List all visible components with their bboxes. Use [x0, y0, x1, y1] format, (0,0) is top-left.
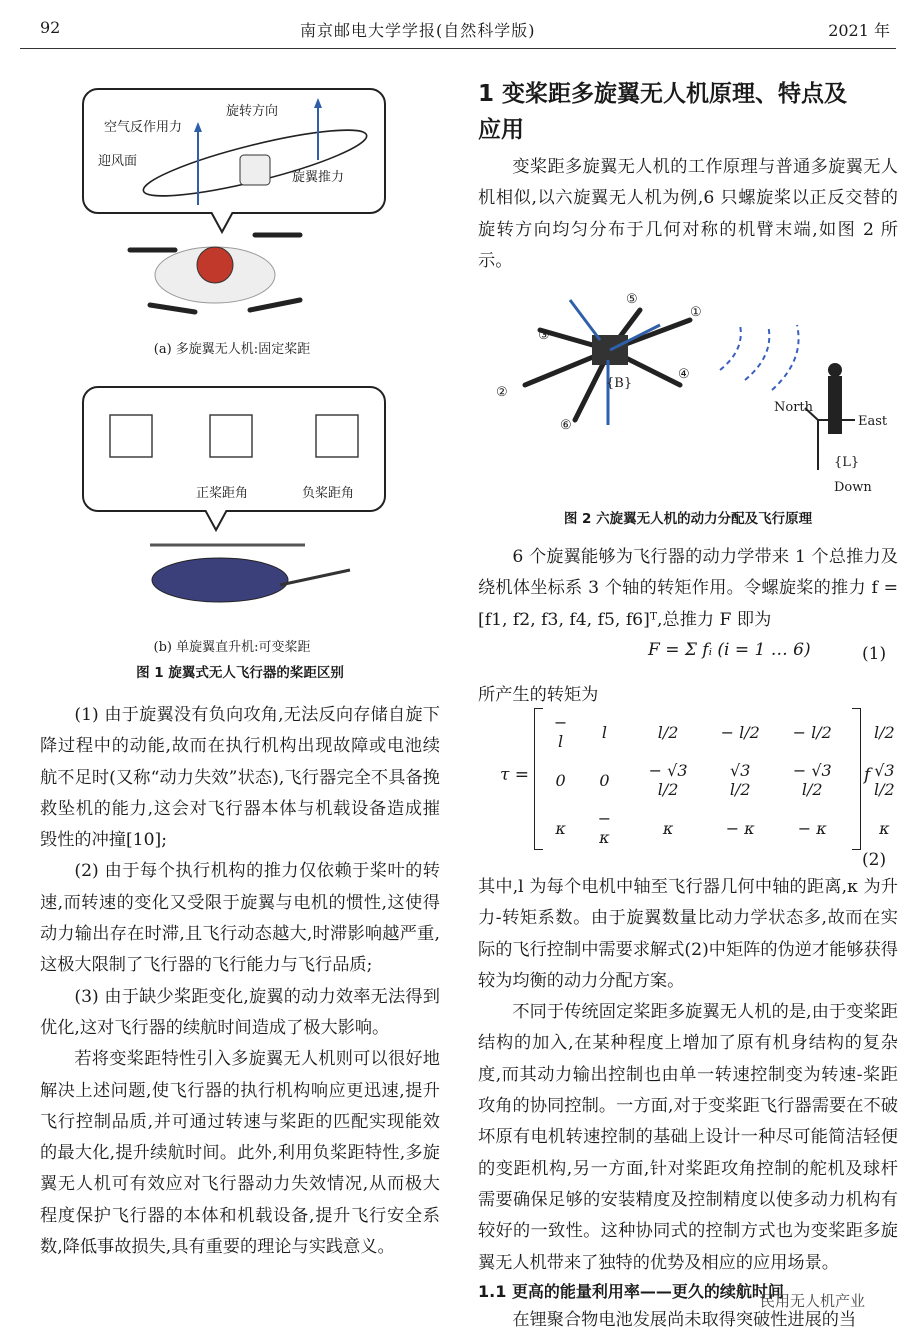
- matrix-cell: l/2: [657, 722, 679, 742]
- matrix-cell: κ: [879, 818, 890, 838]
- matrix-cell: − √3 l/2: [792, 761, 832, 799]
- fig2-frame-L-label: {L}: [834, 455, 860, 470]
- fig2-rotor-label: ①: [690, 305, 702, 320]
- fig2-east-label: East: [858, 414, 888, 429]
- fig1b-caption: (b) 单旋翼直升机:可变桨距: [153, 640, 311, 655]
- torque-intro: 所产生的转矩为: [478, 685, 599, 705]
- matrix-cell: − l/2: [792, 722, 832, 742]
- year: 2021 年: [828, 21, 890, 40]
- equation-2-number: (2): [862, 850, 887, 870]
- paragraph: 其中,l 为每个电机中轴至飞行器几何中轴的距离,κ 为升力-转矩系数。由于旋翼数量比动力学状态多,故而在实际的飞行控制中需要求解式(2)中矩阵的伪逆才能够获得较为均衡的动力分配方案。: [478, 877, 898, 991]
- fig1a-reaction-label: 空气反作用力: [104, 120, 183, 135]
- right-column-text: [478, 542, 898, 636]
- tau-symbol: τ =: [500, 765, 530, 785]
- matrix-cell: l/2: [874, 722, 895, 742]
- paragraph: (1) 由于旋翼没有负向攻角,无法反向存储自旋下降过程中的动能,故而在执行机构出现故障或电池续航不足时(又称“动力失效”状态),飞行器完全不具备挽救坠机的能力,这会对飞行器本体与机载设备造成摧毁性的冲撞[10];: [40, 705, 440, 851]
- matrix-cell: l: [601, 722, 607, 742]
- matrix-cell: − l/2: [720, 722, 760, 742]
- matrix-cell: 0: [555, 770, 566, 790]
- equation-1: F = Σ fᵢ (i = 1 … 6): [648, 640, 811, 660]
- matrix-right-bracket: [852, 708, 861, 850]
- section-heading-line1: 1 变桨距多旋翼无人机原理、特点及: [478, 81, 848, 107]
- paragraph: 在锂聚合物电池发展尚未取得突破性进展的当: [512, 1309, 857, 1330]
- fig2-hexacopter-diagram: [0, 0, 916, 520]
- fig2-rotor-label: ⑤: [626, 292, 638, 307]
- fig2-rotor-label: ③: [538, 328, 550, 343]
- fig2-rotor-label: ②: [496, 385, 508, 400]
- fig1a-caption: (a) 多旋翼无人机:固定桨距: [153, 342, 311, 357]
- matrix-cell: √3 l/2: [874, 761, 895, 799]
- page-number: 92: [40, 18, 61, 37]
- matrix-cell: − κ: [725, 818, 755, 838]
- fig2-frame-B-label: {B}: [606, 376, 633, 391]
- fig2-title: 图 2 六旋翼无人机的动力分配及飞行原理: [563, 511, 813, 527]
- paragraph: 6 个旋翼能够为飞行器的动力学带来 1 个总推力及绕机体坐标系 3 个轴的转矩作用。令螺旋桨的推力 f = [f1, f2, f3, f4, f5, f6]ᵀ,总推力 F 即为: [478, 547, 898, 630]
- fig1a-rotation-label: 旋转方向: [226, 104, 279, 119]
- matrix-cell: κ: [662, 818, 674, 838]
- section-heading-line2: 应用: [478, 117, 524, 143]
- fig1-title: 图 1 旋翼式无人飞行器的桨距区别: [136, 665, 344, 681]
- matrix-cell: κ: [555, 818, 566, 838]
- paragraph: (3) 由于缺少桨距变化,旋翼的动力效率无法得到优化,这对飞行器的续航时间造成了极大影响。: [40, 986, 440, 1038]
- matrix-cell: − κ: [797, 818, 827, 838]
- right-column-continued: [478, 872, 898, 1336]
- fig1b-negative-label: 负桨距角: [302, 486, 355, 501]
- watermark: 民用无人机产业: [760, 1292, 866, 1310]
- fig2-north-label: North: [774, 400, 814, 415]
- fig2-rotor-label: ⑥: [560, 418, 572, 433]
- matrix-cell: 0: [599, 770, 610, 790]
- subsection-heading: 1.1 更高的能量利用率——更久的续航时间: [478, 1281, 784, 1301]
- paragraph: 若将变桨距特性引入多旋翼无人机则可以很好地解决上述问题,使飞行器的执行机构响应更迅速,提升飞行控制品质,并可通过转速与桨距的匹配实现能效的最大化,提升续航时间。此外,利用负桨距特性,多旋翼无人机可有效应对飞行器动力失效情况,从而极大程度保护飞行器的本体和机载设备,提升飞行安全系数,降低事故损失,具有重要的理论与实践意义。: [40, 1049, 440, 1258]
- left-column-text: [40, 700, 440, 1263]
- paragraph: 不同于传统固定桨距多旋翼无人机的是,由于变桨距结构的加入,在某种程度上增加了原有机身结构的复杂度,而其动力输出控制也由单一转速控制变为转速-桨距攻角的协同控制。一方面,对于变桨距飞行器需要在不破坏原有电机转速控制的基础上设计一种尽可能简洁轻便的变距机构,另一方面,针对桨距攻角控制的舵机及球杆需要确保足够的安装精度及控制精度以使多动力机构有较好的一致性。这种协同式的控制方式也为变桨距多旋翼无人机带来了独特的优势及相应的应用场景。: [478, 1002, 898, 1273]
- fig2-rotor-label: ④: [678, 367, 690, 382]
- matrix-suffix: f: [864, 765, 871, 785]
- fig1a-windward-label: 迎风面: [98, 154, 138, 169]
- paragraph: (2) 由于每个执行机构的推力仅依赖于桨叶的转速,而转速的变化又受限于旋翼与电机的惯性,这使得动力输出存在时滞,且飞行动态越大,时滞影响越严重,这极大限制了飞行器的飞行能力与飞行品质;: [40, 861, 440, 976]
- fig1a-thrust-label: 旋翼推力: [292, 170, 345, 185]
- paragraph: 变桨距多旋翼无人机的工作原理与普通多旋翼无人机相似,以六旋翼无人机为例,6 只螺旋桨以正反交替的旋转方向均匀分布于几何对称的机臂末端,如图 2 所示。: [478, 157, 898, 271]
- matrix-cell: √3 l/2: [729, 761, 751, 799]
- matrix-cell: − √3 l/2: [648, 761, 688, 799]
- matrix-cell: − κ: [597, 809, 612, 847]
- journal-title: 南京邮电大学学报(自然科学版): [300, 21, 536, 40]
- fig1b-positive-label: 正桨距角: [196, 486, 249, 501]
- fig2-down-label: Down: [834, 480, 872, 495]
- equation-1-number: (1): [862, 644, 887, 664]
- matrix-cell: − l: [553, 713, 568, 751]
